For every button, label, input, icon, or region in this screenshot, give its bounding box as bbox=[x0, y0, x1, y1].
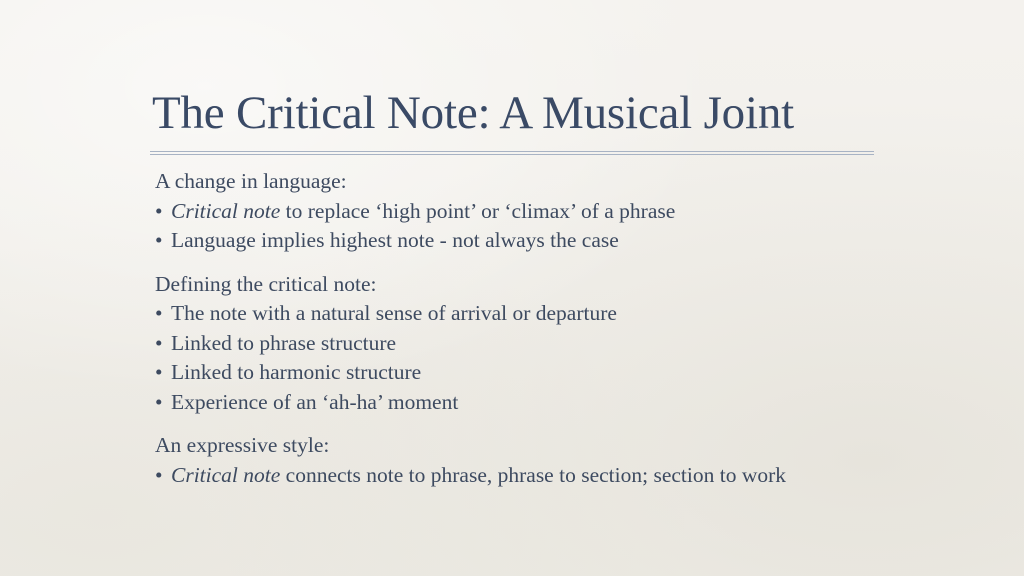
bullet-list bbox=[155, 299, 786, 417]
bullet-text: Language implies highest note - not always the case bbox=[171, 228, 619, 252]
title-divider bbox=[150, 154, 874, 155]
bullet-list bbox=[155, 197, 786, 256]
section-heading: An expressive style: bbox=[155, 433, 330, 457]
bullet-point: • bbox=[155, 301, 163, 325]
bullet-item bbox=[155, 358, 786, 388]
bullet-text: Linked to phrase structure bbox=[171, 330, 397, 355]
bullet-text: The note with a natural sense of arrival or departure bbox=[171, 301, 617, 325]
bullet-point: • bbox=[155, 462, 163, 487]
section-defining-critical-note bbox=[155, 270, 786, 418]
title-divider bbox=[150, 151, 874, 152]
bullet-item bbox=[155, 329, 786, 359]
bullet-text: connects note to phrase, phrase to section; section to work bbox=[280, 462, 787, 487]
bullet-emphasis: Critical note bbox=[171, 198, 281, 223]
bullet-point: • bbox=[155, 360, 163, 384]
section-change-in-language bbox=[155, 167, 786, 256]
bullet-emphasis: Critical note bbox=[171, 462, 281, 487]
bullet-item bbox=[155, 388, 786, 418]
section-heading: A change in language: bbox=[155, 169, 347, 193]
bullet-point: • bbox=[155, 228, 163, 252]
bullet-point: • bbox=[155, 330, 163, 355]
bullet-text: to replace ‘high point’ or ‘climax’ of a phrase bbox=[280, 198, 676, 223]
bullet-item bbox=[155, 461, 786, 491]
bullet-text: Experience of an ‘ah-ha’ moment bbox=[171, 389, 459, 414]
bullet-item bbox=[155, 197, 786, 227]
bullet-text: Linked to harmonic structure bbox=[171, 360, 422, 384]
bullet-list bbox=[155, 461, 786, 491]
slide-body bbox=[155, 167, 786, 490]
section-heading: Defining the critical note: bbox=[155, 271, 377, 296]
bullet-point: • bbox=[155, 198, 163, 223]
section-expressive-style bbox=[155, 431, 786, 490]
slide-title: The Critical Note: A Musical Joint bbox=[152, 87, 794, 139]
bullet-point: • bbox=[155, 389, 163, 414]
bullet-item bbox=[155, 226, 786, 256]
bullet-item bbox=[155, 299, 786, 329]
